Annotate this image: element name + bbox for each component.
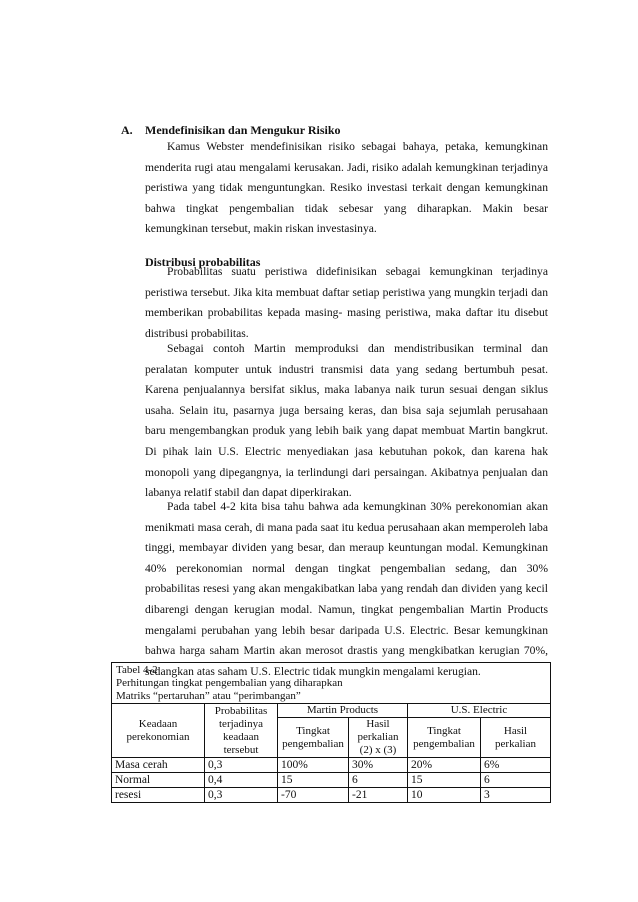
paragraph-probability-definition	[145, 262, 548, 344]
header-probabilitas: Probabilitas terjadinya keadaan tersebut	[205, 704, 278, 758]
table-row	[112, 788, 551, 803]
cell-hasil-us: 3	[481, 788, 551, 803]
cell-probabilitas: 0,3	[205, 788, 278, 803]
return-matrix-table	[111, 662, 551, 803]
paragraph-text: Sebagai contoh Martin memproduksi dan mendistribusikan terminal dan peralatan komputer untuk industri transmisi data yang sedang bertumbuh pesat. Karena penjualannya bersifat siklus, maka labanya naik turun sesuai dengan siklus usaha. Selain itu, pasarnya juga bersaing keras, dan bisa saja sejumlah perusahaan baru mengembangkan produk yang lebih baik yang dapat membuat Martin bangkrut. Di pihak lain U.S. Electric menyediakan jasa kebutuhan pokok, dan karena hak monopoli yang dipegangnya, ia terlindungi dari persaingan. Akibatnya penjualan dan labanya relatif stabil dan dapat diperkirakan.	[145, 342, 548, 500]
paragraph-table-explanation	[145, 497, 548, 682]
table-title: Perhitungan tingkat pengembalian yang diharapkan	[116, 677, 343, 689]
header-martin-products: Martin Products	[278, 704, 408, 718]
header-us-electric: U.S. Electric	[408, 704, 551, 718]
table-row	[112, 758, 551, 773]
table-caption-cell	[112, 663, 551, 704]
cell-tingkat-us: 10	[408, 788, 481, 803]
table-header-row	[112, 704, 551, 718]
cell-probabilitas: 0,4	[205, 773, 278, 788]
subsection-title: Distribusi probabilitas	[145, 255, 261, 269]
cell-tingkat-us: 15	[408, 773, 481, 788]
cell-tingkat-martin: -70	[278, 788, 349, 803]
cell-tingkat-martin: 15	[278, 773, 349, 788]
section-title: Mendefinisikan dan Mengukur Risiko	[145, 123, 341, 137]
header-tingkat-martin: Tingkat pengembalian	[278, 718, 349, 758]
header-hasil-us: Hasil perkalian	[481, 718, 551, 758]
cell-hasil-us: 6	[481, 773, 551, 788]
table-caption-row	[112, 663, 551, 704]
cell-hasil-us: 6%	[481, 758, 551, 773]
table-number: Tabel 4-2	[116, 664, 158, 676]
cell-hasil-martin: -21	[349, 788, 408, 803]
paragraph-martin-example	[145, 339, 548, 504]
paragraph-risk-definition	[145, 137, 548, 240]
header-tingkat-us: Tingkat pengembalian	[408, 718, 481, 758]
paragraph-text: Kamus Webster mendefinisikan risiko sebagai bahaya, petaka, kemungkinan menderita rugi atau mengalami kerusakan. Jadi, risiko adalah kemungkinan terjadinya peristiwa yang tidak menguntungkan. Resiko investasi terkait dengan kemungkinan bahwa tingkat pengembalian tidak sebesar yang diharapkan. Makin besar kemungkinan tersebut, makin riskan investasinya.	[145, 140, 548, 236]
paragraph-text: Probabilitas suatu peristiwa didefinisikan sebagai kemungkinan terjadinya peristiwa tersebut. Jika kita membuat daftar setiap peristiwa yang mungkin terjadi dan memberikan probabilitas kepada masing- masing peristiwa, maka daftar itu disebut distribusi probabilitas.	[145, 265, 548, 340]
cell-hasil-martin: 30%	[349, 758, 408, 773]
table-subtitle: Matriks “pertaruhan” atau “perimbangan”	[116, 690, 301, 702]
section-letter: A.	[121, 123, 133, 137]
cell-hasil-martin: 6	[349, 773, 408, 788]
cell-probabilitas: 0,3	[205, 758, 278, 773]
table-row	[112, 773, 551, 788]
cell-keadaan: Masa cerah	[112, 758, 205, 773]
header-keadaan: Keadaan perekonomian	[112, 704, 205, 758]
cell-tingkat-martin: 100%	[278, 758, 349, 773]
cell-keadaan: resesi	[112, 788, 205, 803]
cell-keadaan: Normal	[112, 773, 205, 788]
paragraph-text: Pada tabel 4-2 kita bisa tahu bahwa ada kemungkinan 30% perekonomian akan menikmati masa cerah, di mana pada saat itu kedua perusahaan akan memperoleh laba tinggi, membayar dividen yang besar, dan meraup keuntungan modal. Kemungkinan 40% perekonomian normal dengan tingkat pengembalian sedang, dan 30% probabilitas resesi yang akan mengakibatkan laba yang rendah dan dividen yang kecil dibarengi dengan kerugian modal. Namun, tingkat pengembalian Martin Products mengalami perubahan yang lebih besar daripada U.S. Electric. Besar kemungkinan bahwa harga saham Martin akan merosot drastis yang mengkibatkan kerugian 70%, sedangkan atas saham U.S. Electric tidak mungkin mengalami kerugian.	[145, 500, 548, 678]
header-hasil-martin: Hasil perkalian (2) x (3)	[349, 718, 408, 758]
section-heading	[121, 123, 341, 138]
cell-tingkat-us: 20%	[408, 758, 481, 773]
